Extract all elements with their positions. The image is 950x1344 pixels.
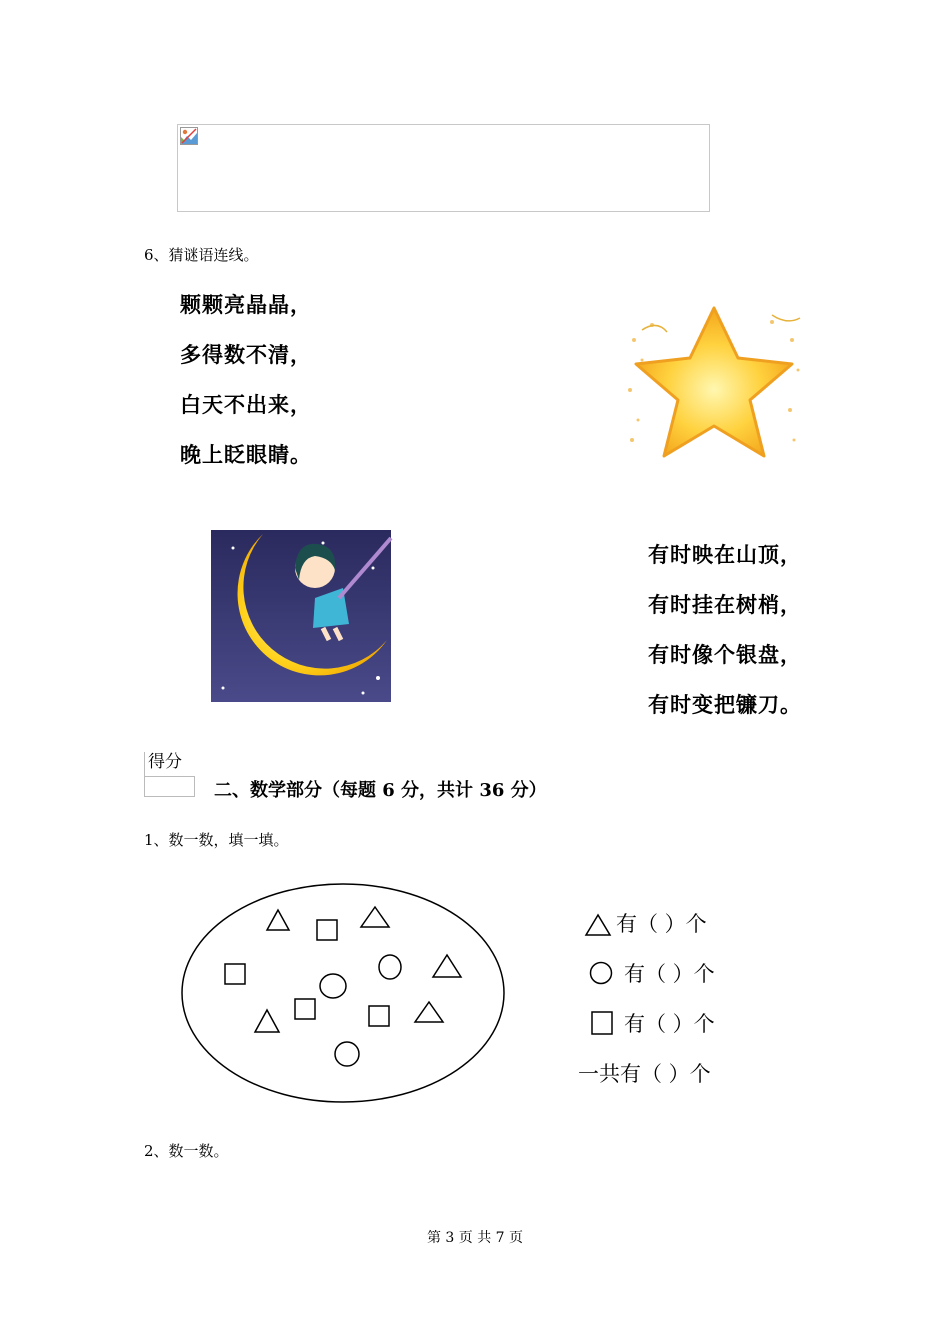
circle-shape bbox=[320, 974, 346, 998]
moon-girl-illustration bbox=[203, 528, 393, 712]
riddle1-line-1: 颗颗亮晶晶， bbox=[180, 292, 312, 317]
riddle2-line-4: 有时变把镰刀。 bbox=[648, 692, 802, 717]
triangle-shape bbox=[361, 907, 389, 927]
riddle1-line-3: 白天不出来， bbox=[180, 392, 312, 417]
triangle-icon bbox=[584, 912, 612, 938]
broken-image-icon bbox=[180, 127, 198, 145]
count-row-total: 一共有（ ）个 bbox=[578, 1062, 711, 1086]
circle-shape bbox=[379, 955, 401, 979]
circle-icon bbox=[588, 960, 614, 986]
riddle1-line-2: 多得数不清， bbox=[180, 342, 312, 367]
shapes-ellipse-figure bbox=[180, 880, 508, 1106]
riddle2-line-3: 有时像个银盘， bbox=[648, 642, 802, 667]
square-shape bbox=[317, 920, 337, 940]
riddle1-line-4: 晚上眨眼睛。 bbox=[180, 442, 312, 467]
star-illustration bbox=[622, 300, 804, 468]
score-box-label: 得分 bbox=[148, 752, 182, 772]
square-icon bbox=[590, 1010, 616, 1036]
broken-image-placeholder bbox=[177, 124, 710, 212]
question-2-label: 2、数一数。 bbox=[144, 1142, 229, 1160]
riddle2-line-1: 有时映在山顶， bbox=[648, 542, 802, 567]
triangle-shape bbox=[267, 910, 289, 930]
square-shape bbox=[295, 999, 315, 1019]
count-row-circle: 有（ ）个 bbox=[624, 962, 715, 986]
count-row-square: 有（ ）个 bbox=[624, 1012, 715, 1036]
riddle2-line-2: 有时挂在树梢， bbox=[648, 592, 802, 617]
triangle-shape bbox=[255, 1010, 279, 1032]
circle-shape bbox=[335, 1042, 359, 1066]
square-shape bbox=[369, 1006, 389, 1026]
page-footer: 第 3 页 共 7 页 bbox=[426, 1230, 524, 1246]
question-1-label: 1、数一数，填一填。 bbox=[144, 831, 289, 849]
question-6-label: 6、猜谜语连线。 bbox=[144, 246, 259, 264]
triangle-shape bbox=[415, 1002, 443, 1022]
triangle-shape bbox=[433, 955, 461, 977]
square-shape bbox=[225, 964, 245, 984]
count-row-triangle: 有（ ）个 bbox=[616, 912, 707, 936]
section2-title: 二、数学部分（每题 6 分，共计 36 分） bbox=[214, 780, 547, 801]
score-box bbox=[144, 752, 195, 797]
